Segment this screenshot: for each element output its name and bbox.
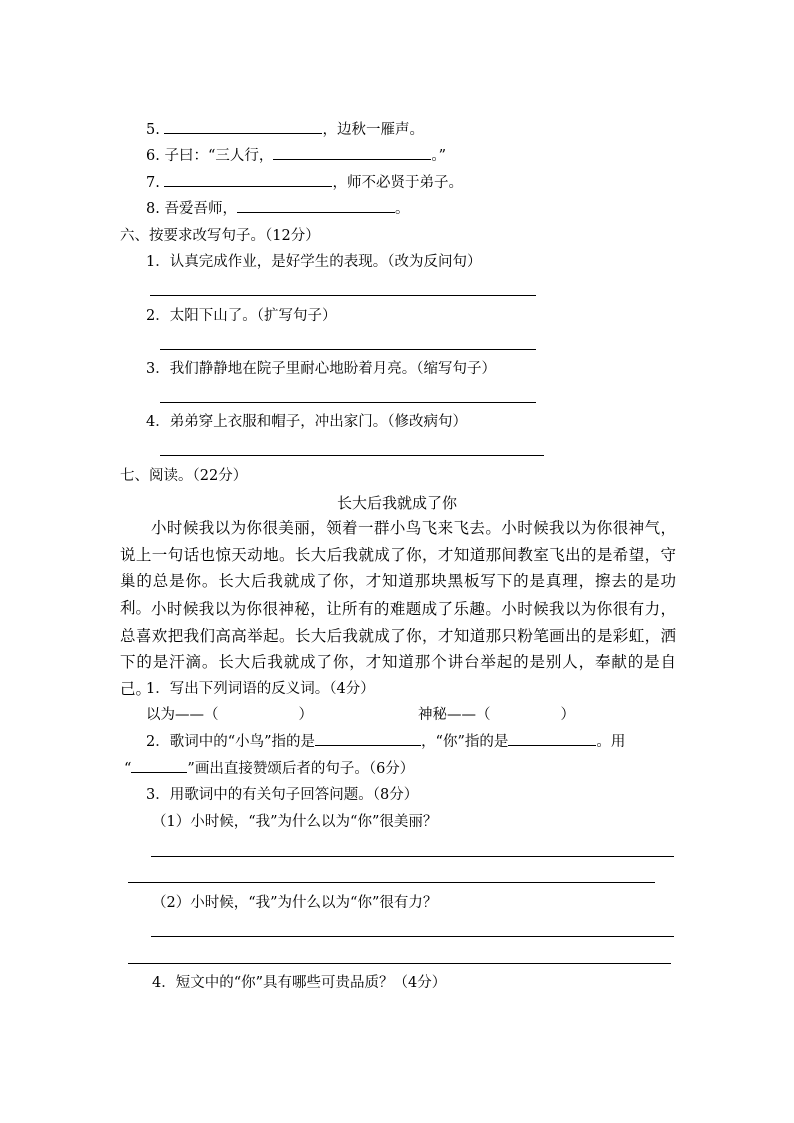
rewrite-question-4: 4．弟弟穿上衣服和帽子，冲出家门。（修改病句） bbox=[146, 414, 467, 430]
item-text: 子曰：“三人行， bbox=[164, 148, 274, 164]
answer-line[interactable] bbox=[128, 882, 655, 883]
answer-blank[interactable] bbox=[273, 146, 431, 160]
reading-question-2-cont bbox=[124, 759, 414, 779]
item-number: 7. bbox=[146, 175, 160, 191]
antonym-prompt: 神秘——（ bbox=[418, 707, 491, 723]
answer-line[interactable] bbox=[151, 936, 674, 937]
item-text: ，边秋一雁声。 bbox=[322, 122, 424, 138]
item-text: ，师不必贤于弟子。 bbox=[332, 175, 463, 191]
fill-item-8 bbox=[146, 199, 409, 219]
question-text: ，“你”指的是 bbox=[421, 734, 509, 750]
question-text: “ bbox=[124, 761, 132, 777]
answer-blank[interactable] bbox=[164, 120, 322, 134]
underline-sample bbox=[131, 759, 187, 773]
reading-question-3: 3．用歌词中的有关句子回答问题。（8分） bbox=[146, 787, 419, 803]
reading-question-2 bbox=[146, 732, 625, 752]
question-text: 2．歌词中的“小鸟”指的是 bbox=[146, 734, 316, 750]
reading-question-1: 1．写出下列词语的反义词。（4分） bbox=[146, 681, 375, 697]
antonym-item-1 bbox=[146, 705, 313, 725]
answer-line[interactable] bbox=[128, 963, 671, 964]
section-6-heading: 六、按要求改写句子。（12分） bbox=[120, 228, 320, 244]
passage-title: 长大后我就成了你 bbox=[336, 494, 457, 512]
reading-question-3-1: （1）小时候，“我”为什么以为“你”很美丽？ bbox=[152, 814, 438, 830]
answer-blank[interactable] bbox=[237, 199, 395, 213]
fill-item-6 bbox=[146, 146, 446, 166]
answer-line[interactable] bbox=[150, 295, 536, 296]
question-text: ”画出直接赞颂后者的句子。（6分） bbox=[187, 761, 415, 777]
closing-paren: ） bbox=[298, 707, 313, 723]
item-number: 5. bbox=[146, 122, 160, 138]
fill-item-7 bbox=[146, 173, 463, 193]
answer-line[interactable] bbox=[160, 455, 544, 456]
answer-blank[interactable] bbox=[315, 732, 421, 746]
fill-item-5 bbox=[146, 120, 424, 140]
answer-blank[interactable] bbox=[164, 173, 332, 187]
passage-paragraph-1: 小时候我以为你很美丽，领着一群小鸟飞来飞去。小时候我以为你很神气，说上一句话也惊天动地。长大后我就成了你，才知道那间教室飞出的是希望，守巢的总是你。长大后我就成了你，才知道那块黑板写下的是真理，擦去的是功利。 bbox=[120, 519, 676, 617]
reading-question-3-2: （2）小时候，“我”为什么以为“你”很有力？ bbox=[152, 895, 438, 911]
rewrite-question-1: 1．认真完成作业，是好学生的表现。（改为反问句） bbox=[146, 254, 482, 270]
rewrite-question-3: 3．我们静静地在院子里耐心地盼着月亮。（缩写句子） bbox=[146, 361, 496, 377]
item-text: 吾爱吾师， bbox=[164, 201, 237, 217]
reading-question-4: 4．短文中的“你”具有哪些可贵品质？（4分） bbox=[152, 975, 447, 991]
item-number: 8. bbox=[146, 201, 160, 217]
item-text: 。 bbox=[394, 201, 410, 217]
answer-line[interactable] bbox=[160, 402, 536, 403]
rewrite-question-2: 2．太阳下山了。（扩写句子） bbox=[146, 308, 337, 324]
answer-line[interactable] bbox=[151, 856, 674, 857]
passage-paragraph-2: 小时候我以为你很神秘，让所有的难题成了乐趣。小时候我以为你很有力，总喜欢把我们高高举起。长大后我就成了你，才知道那只粉笔画出的是彩虹，洒下的是汗滴。长大后我就成了你，才知道那个讲台举起的是别人，奉献的是自己。 bbox=[120, 600, 676, 698]
item-number: 6. bbox=[146, 148, 160, 164]
closing-paren: ） bbox=[560, 707, 575, 723]
antonym-prompt: 以为——（ bbox=[146, 707, 219, 723]
answer-blank[interactable] bbox=[508, 732, 596, 746]
antonym-item-2 bbox=[418, 705, 575, 725]
answer-line[interactable] bbox=[160, 349, 536, 350]
question-text: 。用 bbox=[596, 734, 626, 750]
item-text: 。” bbox=[431, 148, 447, 164]
section-7-heading: 七、阅读。（22分） bbox=[120, 468, 248, 484]
